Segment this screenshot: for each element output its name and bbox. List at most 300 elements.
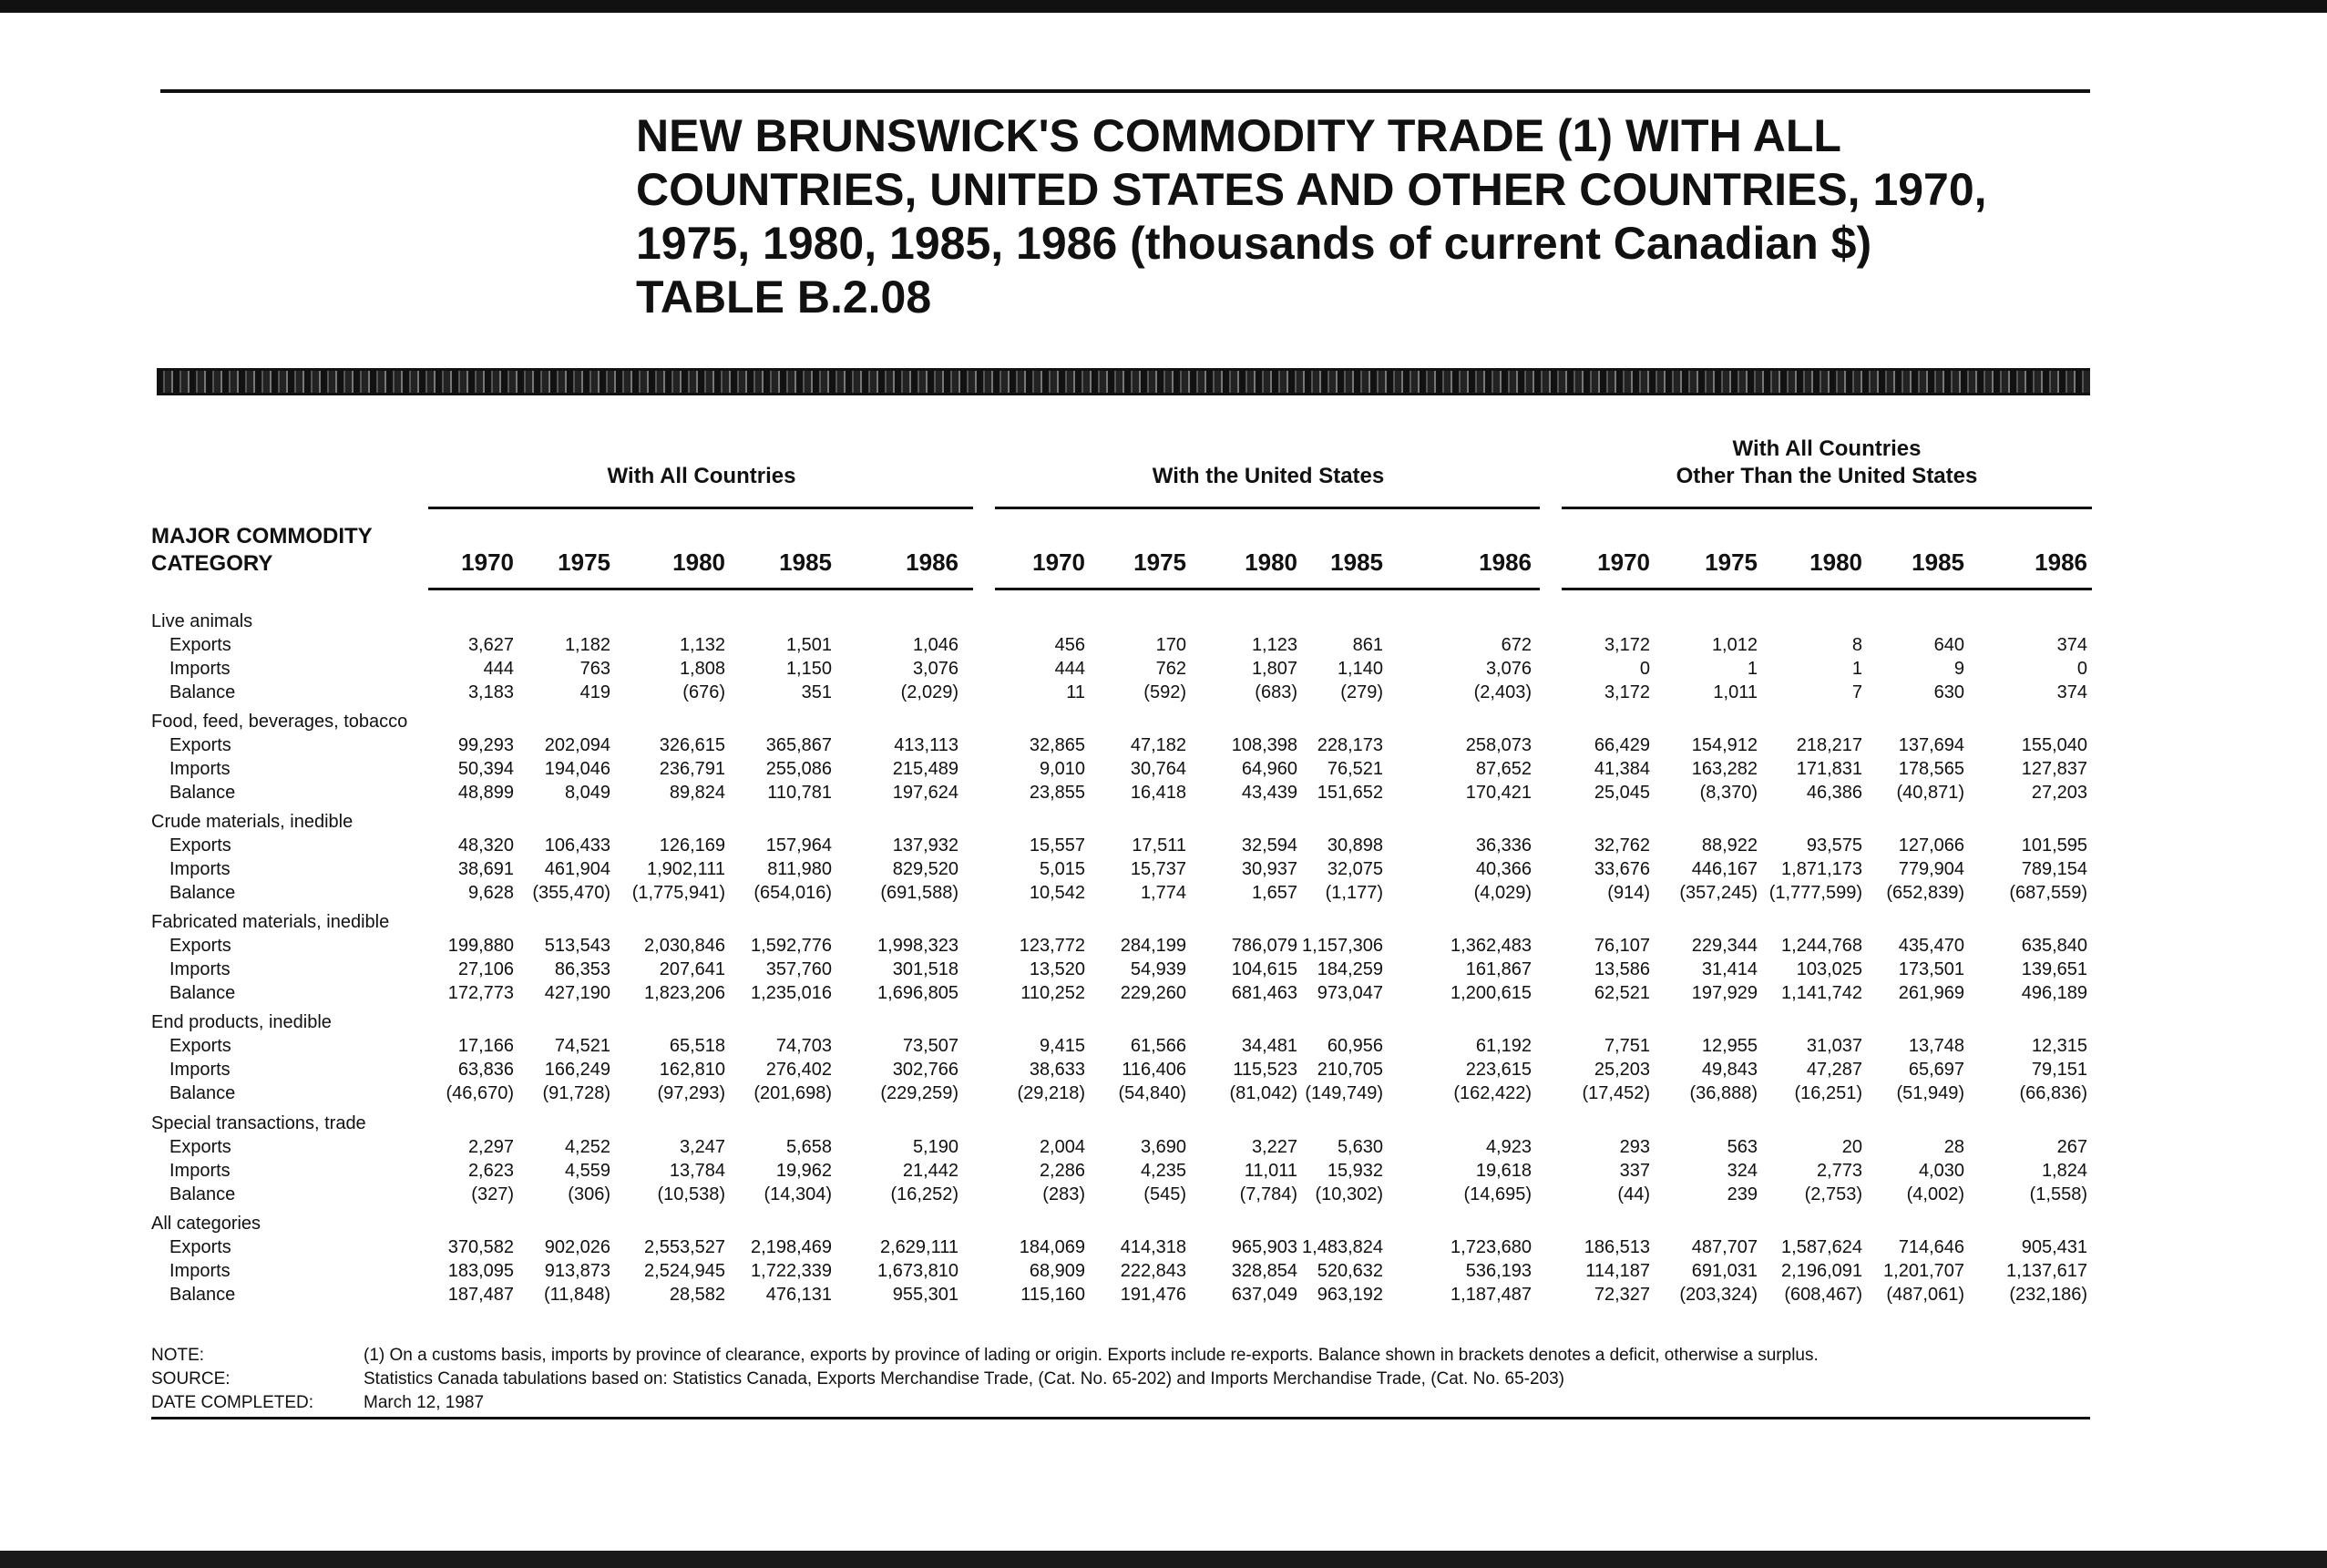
table-cell: (44) xyxy=(1617,1184,1650,1204)
table-cell: 9 xyxy=(1953,659,1964,679)
table-cell: 87,652 xyxy=(1475,759,1532,779)
year-column-header: 1986 xyxy=(1479,548,1532,576)
table-cell: 170,421 xyxy=(1465,783,1532,803)
table-cell: 30,937 xyxy=(1241,859,1297,879)
table-cell: 681,463 xyxy=(1231,983,1297,1003)
table-cell: 1,774 xyxy=(1140,883,1186,903)
table-cell: 32,594 xyxy=(1241,835,1297,856)
source-text: Statistics Canada tabulations based on: Statistics Canada, Exports Merchandise Trade, (Cat. No. 65-202) and Imports Merchandise Trade, (Cat. No. 65-203) xyxy=(364,1369,1565,1389)
row-label: Imports xyxy=(169,1060,231,1080)
row-label: Balance xyxy=(169,682,236,702)
category-header-line: MAJOR COMMODITY xyxy=(151,524,373,548)
group-header-line: With All Countries xyxy=(1732,436,1922,461)
table-cell: 829,520 xyxy=(892,859,958,879)
table-cell: 520,632 xyxy=(1317,1261,1383,1281)
table-cell: 222,843 xyxy=(1120,1261,1186,1281)
title-line: NEW BRUNSWICK'S COMMODITY TRADE (1) WITH ALL xyxy=(636,110,1841,161)
table-cell: 166,249 xyxy=(544,1060,610,1080)
table-cell: 13,784 xyxy=(669,1161,725,1181)
table-cell: 1 xyxy=(1747,659,1758,679)
table-cell: 183,095 xyxy=(447,1261,514,1281)
table-cell: 15,557 xyxy=(1029,835,1085,856)
table-cell: 239 xyxy=(1727,1184,1758,1204)
group-header-other-countries xyxy=(1562,436,2092,490)
table-cell: 4,559 xyxy=(564,1161,610,1181)
table-cell: 258,073 xyxy=(1465,735,1532,755)
table-cell: 1,807 xyxy=(1251,659,1297,679)
table-cell: 30,764 xyxy=(1130,759,1186,779)
table-cell: 228,173 xyxy=(1317,735,1383,755)
table-cell: 68,909 xyxy=(1029,1261,1085,1281)
table-cell: 16,418 xyxy=(1130,783,1186,803)
table-cell: 2,553,527 xyxy=(644,1237,725,1257)
row-label: Imports xyxy=(169,659,231,679)
row-label: Imports xyxy=(169,1161,231,1181)
table-cell: (97,293) xyxy=(657,1083,725,1103)
table-cell: 4,923 xyxy=(1485,1137,1532,1157)
category-header-line: CATEGORY xyxy=(151,551,273,576)
table-cell: (11,848) xyxy=(543,1285,610,1305)
header-rule xyxy=(995,588,1540,590)
table-cell: 2,623 xyxy=(467,1161,514,1181)
table-cell: 419 xyxy=(579,682,610,702)
table-cell: (914) xyxy=(1607,883,1650,903)
table-cell: 3,627 xyxy=(467,635,514,655)
table-cell: 49,843 xyxy=(1701,1060,1758,1080)
table-cell: 3,183 xyxy=(467,682,514,702)
table-cell: 861 xyxy=(1352,635,1383,655)
table-cell: (1,177) xyxy=(1325,883,1383,903)
year-column-header: 1985 xyxy=(1912,548,1964,576)
table-cell: 640 xyxy=(1933,635,1964,655)
table-cell: 1,046 xyxy=(912,635,958,655)
row-label: Imports xyxy=(169,859,231,879)
table-cell: 3,172 xyxy=(1604,635,1650,655)
table-cell: 7 xyxy=(1851,682,1862,702)
year-column-header: 1986 xyxy=(906,548,958,576)
year-column-header: 1980 xyxy=(1245,548,1297,576)
table-cell: 1,808 xyxy=(679,659,725,679)
group-header-line: Other Than the United States xyxy=(1676,464,1978,488)
table-cell: 50,394 xyxy=(457,759,514,779)
table-cell: 32,865 xyxy=(1029,735,1085,755)
table-cell: (545) xyxy=(1143,1184,1186,1204)
table-cell: 65,518 xyxy=(669,1036,725,1056)
year-column-header: 1970 xyxy=(1597,548,1650,576)
table-cell: 326,615 xyxy=(659,735,725,755)
table-cell: 496,189 xyxy=(2021,983,2087,1003)
title-line: 1975, 1980, 1985, 1986 (thousands of current Canadian $) xyxy=(636,218,1872,269)
table-cell: 108,398 xyxy=(1231,735,1297,755)
title-line: TABLE B.2.08 xyxy=(636,272,932,323)
table-cell: (487,061) xyxy=(1886,1285,1964,1305)
table-cell: 1,722,339 xyxy=(751,1261,832,1281)
year-column-header: 1975 xyxy=(1133,548,1186,576)
table-cell: (10,302) xyxy=(1315,1184,1383,1204)
table-cell: 3,172 xyxy=(1604,682,1650,702)
table-cell: 2,629,111 xyxy=(879,1237,958,1257)
table-cell: 38,691 xyxy=(457,859,514,879)
table-cell: (149,749) xyxy=(1305,1083,1383,1103)
table-cell: 116,406 xyxy=(1122,1060,1186,1080)
table-cell: 487,707 xyxy=(1691,1237,1758,1257)
table-cell: 115,523 xyxy=(1233,1060,1297,1080)
table-cell: 2,524,945 xyxy=(644,1261,725,1281)
table-cell: (232,186) xyxy=(2009,1285,2087,1305)
table-cell: 25,203 xyxy=(1594,1060,1650,1080)
table-cell: 1,244,768 xyxy=(1781,936,1862,956)
table-cell: 637,049 xyxy=(1231,1285,1297,1305)
table-cell: 811,980 xyxy=(767,859,832,879)
table-cell: 74,521 xyxy=(554,1036,610,1056)
table-cell: 414,318 xyxy=(1120,1237,1186,1257)
category-name: Crude materials, inedible xyxy=(151,812,354,832)
table-cell: 19,618 xyxy=(1475,1161,1532,1181)
table-cell: 786,079 xyxy=(1231,936,1297,956)
table-cell: 4,235 xyxy=(1140,1161,1186,1181)
table-cell: 302,766 xyxy=(892,1060,958,1080)
date-completed-text: March 12, 1987 xyxy=(364,1393,485,1412)
table-cell: 630 xyxy=(1933,682,1964,702)
table-cell: 162,810 xyxy=(659,1060,725,1080)
table-cell: 4,030 xyxy=(1918,1161,1964,1181)
table-cell: 171,831 xyxy=(1796,759,1862,779)
table-cell: (81,042) xyxy=(1229,1083,1297,1103)
table-cell: 365,867 xyxy=(765,735,832,755)
table-cell: 779,904 xyxy=(1898,859,1964,879)
table-cell: 357,760 xyxy=(765,959,832,979)
table-cell: 40,366 xyxy=(1475,859,1532,879)
table-cell: 223,615 xyxy=(1465,1060,1532,1080)
table-cell: 172,773 xyxy=(447,983,514,1003)
table-cell: 374 xyxy=(2056,682,2087,702)
table-cell: (17,452) xyxy=(1582,1083,1650,1103)
table-cell: (654,016) xyxy=(753,883,832,903)
table-cell: 104,615 xyxy=(1231,959,1297,979)
row-label: Exports xyxy=(169,735,231,755)
group-rule xyxy=(428,507,973,509)
table-cell: 127,066 xyxy=(1898,835,1964,856)
row-label: Balance xyxy=(169,983,236,1003)
table-cell: 672 xyxy=(1501,635,1532,655)
table-cell: 328,854 xyxy=(1231,1261,1297,1281)
table-cell: 38,633 xyxy=(1029,1060,1085,1080)
table-cell: 513,543 xyxy=(544,936,610,956)
table-cell: 123,772 xyxy=(1019,936,1085,956)
table-cell: 3,247 xyxy=(679,1137,725,1157)
table-cell: 0 xyxy=(2076,659,2087,679)
table-cell: 32,762 xyxy=(1594,835,1650,856)
table-cell: 3,076 xyxy=(912,659,958,679)
table-cell: 163,282 xyxy=(1691,759,1758,779)
table-cell: 33,676 xyxy=(1594,859,1650,879)
table-cell: (40,871) xyxy=(1896,783,1964,803)
table-cell: (592) xyxy=(1143,682,1186,702)
group-rule xyxy=(995,507,1540,509)
table-cell: 3,227 xyxy=(1251,1137,1297,1157)
group-header-line: With All Countries xyxy=(607,464,796,488)
table-cell: 2,773 xyxy=(1816,1161,1862,1181)
table-cell: 11,011 xyxy=(1244,1161,1297,1181)
table-cell: 62,521 xyxy=(1594,983,1650,1003)
row-label: Imports xyxy=(169,759,231,779)
year-column-header: 1970 xyxy=(1032,548,1085,576)
table-cell: 63,836 xyxy=(457,1060,514,1080)
table-cell: 1,123 xyxy=(1251,635,1297,655)
table-cell: 31,037 xyxy=(1806,1036,1862,1056)
table-cell: 1,157,306 xyxy=(1302,936,1383,956)
table-cell: 1,132 xyxy=(679,635,725,655)
table-cell: 261,969 xyxy=(1898,983,1964,1003)
table-cell: 73,507 xyxy=(902,1036,958,1056)
table-cell: 99,293 xyxy=(457,735,514,755)
table-cell: (1,775,941) xyxy=(631,883,725,903)
table-cell: 1,587,624 xyxy=(1781,1237,1862,1257)
group-header-all-countries xyxy=(428,463,975,490)
table-cell: 1,592,776 xyxy=(751,936,832,956)
table-cell: 202,094 xyxy=(544,735,610,755)
year-column-header: 1985 xyxy=(1330,548,1383,576)
group-header-line: With the United States xyxy=(1152,464,1385,488)
table-cell: 76,521 xyxy=(1327,759,1383,779)
table-cell: 5,015 xyxy=(1039,859,1085,879)
table-cell: (162,422) xyxy=(1453,1083,1532,1103)
table-cell: 536,193 xyxy=(1465,1261,1532,1281)
table-cell: 19,962 xyxy=(775,1161,832,1181)
group-rule xyxy=(1562,507,2092,509)
category-name: All categories xyxy=(151,1214,261,1234)
table-cell: 2,297 xyxy=(467,1137,514,1157)
table-cell: 17,511 xyxy=(1132,835,1186,856)
table-cell: 218,217 xyxy=(1796,735,1862,755)
table-cell: 66,429 xyxy=(1594,735,1650,755)
table-cell: 126,169 xyxy=(659,835,725,856)
table-cell: 157,964 xyxy=(765,835,832,856)
table-cell: 25,045 xyxy=(1594,783,1650,803)
table-cell: 207,641 xyxy=(659,959,725,979)
table-cell: 8 xyxy=(1851,635,1862,655)
table-cell: (16,252) xyxy=(890,1184,958,1204)
table-cell: (306) xyxy=(568,1184,610,1204)
table-cell: 186,513 xyxy=(1584,1237,1650,1257)
row-label: Exports xyxy=(169,1237,231,1257)
table-cell: 61,566 xyxy=(1130,1036,1186,1056)
table-cell: (10,538) xyxy=(657,1184,725,1204)
table-cell: 197,929 xyxy=(1691,983,1758,1003)
table-cell: (1,777,599) xyxy=(1768,883,1862,903)
table-cell: 1,012 xyxy=(1711,635,1758,655)
table-cell: 110,252 xyxy=(1020,983,1085,1003)
table-cell: 43,439 xyxy=(1241,783,1297,803)
table-cell: 13,748 xyxy=(1908,1036,1964,1056)
table-cell: (14,304) xyxy=(764,1184,832,1204)
table-cell: (54,840) xyxy=(1118,1083,1186,1103)
page-title xyxy=(636,109,2094,324)
table-cell: 54,939 xyxy=(1130,959,1186,979)
table-cell: 23,855 xyxy=(1029,783,1085,803)
table-cell: 60,956 xyxy=(1327,1036,1383,1056)
table-cell: 127,837 xyxy=(2021,759,2087,779)
table-cell: 1,201,707 xyxy=(1883,1261,1964,1281)
table-cell: 30,898 xyxy=(1327,835,1383,856)
table-cell: 151,652 xyxy=(1317,783,1383,803)
table-cell: 65,697 xyxy=(1908,1060,1964,1080)
table-cell: 86,353 xyxy=(554,959,610,979)
table-cell: 1,141,742 xyxy=(1781,983,1862,1003)
table-cell: 184,259 xyxy=(1317,959,1383,979)
header-rule xyxy=(1562,588,2092,590)
top-scan-edge xyxy=(0,0,2327,13)
table-cell: 10,542 xyxy=(1029,883,1085,903)
table-cell: (46,670) xyxy=(446,1083,514,1103)
table-cell: 4,252 xyxy=(564,1137,610,1157)
note-label: NOTE: xyxy=(151,1346,205,1365)
table-cell: 12,955 xyxy=(1701,1036,1758,1056)
table-cell: 12,315 xyxy=(2031,1036,2087,1056)
table-cell: (7,784) xyxy=(1239,1184,1297,1204)
table-cell: 1,362,483 xyxy=(1451,936,1532,956)
table-cell: 21,442 xyxy=(902,1161,958,1181)
table-cell: 61,192 xyxy=(1475,1036,1532,1056)
row-label: Exports xyxy=(169,1137,231,1157)
row-label: Exports xyxy=(169,1036,231,1056)
table-cell: (16,251) xyxy=(1794,1083,1862,1103)
table-cell: (357,245) xyxy=(1679,883,1758,903)
table-cell: (676) xyxy=(682,682,725,702)
table-cell: 789,154 xyxy=(2021,859,2087,879)
category-name: Fabricated materials, inedible xyxy=(151,912,390,932)
table-cell: (8,370) xyxy=(1699,783,1758,803)
table-cell: 2,286 xyxy=(1039,1161,1085,1181)
table-cell: 101,595 xyxy=(2021,835,2087,856)
title-line: COUNTRIES, UNITED STATES AND OTHER COUNTRIES, 1970, xyxy=(636,164,1987,215)
table-cell: (652,839) xyxy=(1886,883,1964,903)
table-cell: 2,198,469 xyxy=(751,1237,832,1257)
table-cell: 31,414 xyxy=(1701,959,1758,979)
table-cell: (203,324) xyxy=(1679,1285,1758,1305)
date-completed-label: DATE COMPLETED: xyxy=(151,1393,314,1412)
table-cell: (355,470) xyxy=(532,883,610,903)
table-cell: 13,586 xyxy=(1594,959,1650,979)
table-cell: 955,301 xyxy=(892,1285,958,1305)
table-cell: 1,902,111 xyxy=(646,859,725,879)
table-cell: 139,651 xyxy=(2021,959,2087,979)
table-cell: 155,040 xyxy=(2021,735,2087,755)
table-cell: 973,047 xyxy=(1317,983,1383,1003)
table-cell: 370,582 xyxy=(447,1237,514,1257)
category-name: Live animals xyxy=(151,611,253,631)
table-cell: 963,192 xyxy=(1317,1285,1383,1305)
decorative-band xyxy=(157,368,2090,395)
year-column-header: 1986 xyxy=(2035,548,2087,576)
table-cell: 34,481 xyxy=(1241,1036,1297,1056)
table-cell: (327) xyxy=(471,1184,514,1204)
table-cell: 48,899 xyxy=(457,783,514,803)
table-cell: 3,076 xyxy=(1485,659,1532,679)
table-cell: 374 xyxy=(2056,635,2087,655)
source-label: SOURCE: xyxy=(151,1369,231,1389)
table-cell: 762 xyxy=(1155,659,1186,679)
note-text: (1) On a customs basis, imports by province of clearance, exports by province of lading or origin. Exports include re-exports. Balance shown in brackets denotes a deficit, otherwise a surplus. xyxy=(364,1346,1819,1365)
table-cell: 691,031 xyxy=(1691,1261,1758,1281)
table-cell: 215,489 xyxy=(892,759,958,779)
table-cell: 293 xyxy=(1619,1137,1650,1157)
table-cell: 763 xyxy=(579,659,610,679)
table-cell: (283) xyxy=(1042,1184,1085,1204)
table-cell: 64,960 xyxy=(1241,759,1297,779)
table-cell: (66,836) xyxy=(2019,1083,2087,1103)
row-label: Imports xyxy=(169,959,231,979)
table-cell: 187,487 xyxy=(447,1285,514,1305)
table-cell: 3,690 xyxy=(1140,1137,1186,1157)
table-cell: 284,199 xyxy=(1120,936,1186,956)
table-cell: 1,723,680 xyxy=(1451,1237,1532,1257)
year-column-header: 1985 xyxy=(779,548,832,576)
table-cell: 1,187,487 xyxy=(1451,1285,1532,1305)
table-cell: 1,011 xyxy=(1713,682,1758,702)
table-cell: 173,501 xyxy=(1898,959,1964,979)
table-cell: 913,873 xyxy=(544,1261,610,1281)
table-cell: 47,287 xyxy=(1806,1060,1862,1080)
table-cell: 15,737 xyxy=(1130,859,1186,879)
table-cell: 28 xyxy=(1943,1137,1964,1157)
table-cell: 115,160 xyxy=(1020,1285,1085,1305)
group-header-united-states xyxy=(995,463,1542,490)
table-cell: 1,998,323 xyxy=(877,936,958,956)
table-cell: 902,026 xyxy=(544,1237,610,1257)
row-label: Balance xyxy=(169,783,236,803)
year-column-header: 1975 xyxy=(558,548,610,576)
table-cell: 476,131 xyxy=(765,1285,832,1305)
table-cell: 1,824 xyxy=(2041,1161,2087,1181)
table-cell: (683) xyxy=(1255,682,1297,702)
table-cell: 461,904 xyxy=(544,859,610,879)
table-cell: 15,932 xyxy=(1327,1161,1383,1181)
table-cell: 9,415 xyxy=(1039,1036,1085,1056)
table-cell: 9,628 xyxy=(467,883,514,903)
table-cell: 5,630 xyxy=(1337,1137,1383,1157)
category-name: Food, feed, beverages, tobacco xyxy=(151,712,408,732)
row-label: Imports xyxy=(169,1261,231,1281)
table-cell: 5,190 xyxy=(912,1137,958,1157)
table-cell: 1,696,805 xyxy=(877,983,958,1003)
table-cell: 27,203 xyxy=(2031,783,2087,803)
table-cell: (201,698) xyxy=(753,1083,832,1103)
table-cell: 1,200,615 xyxy=(1451,983,1532,1003)
table-cell: 427,190 xyxy=(544,983,610,1003)
table-cell: 229,260 xyxy=(1120,983,1186,1003)
table-cell: 255,086 xyxy=(765,759,832,779)
category-name: End products, inedible xyxy=(151,1012,332,1032)
year-column-header: 1975 xyxy=(1705,548,1758,576)
table-cell: 194,046 xyxy=(544,759,610,779)
table-cell: 103,025 xyxy=(1796,959,1862,979)
category-column-header xyxy=(151,523,373,578)
table-cell: 1,657 xyxy=(1251,883,1297,903)
table-cell: 47,182 xyxy=(1130,735,1186,755)
table-cell: 2,196,091 xyxy=(1781,1261,1862,1281)
table-cell: 337 xyxy=(1619,1161,1650,1181)
table-cell: 1,871,173 xyxy=(1781,859,1862,879)
table-cell: 48,320 xyxy=(457,835,514,856)
table-cell: 7,751 xyxy=(1604,1036,1650,1056)
table-cell: 236,791 xyxy=(659,759,725,779)
table-cell: 137,932 xyxy=(892,835,958,856)
table-cell: 27,106 xyxy=(457,959,514,979)
table-cell: 32,075 xyxy=(1327,859,1383,879)
table-cell: 1,137,617 xyxy=(2006,1261,2087,1281)
table-cell: 301,518 xyxy=(892,959,958,979)
